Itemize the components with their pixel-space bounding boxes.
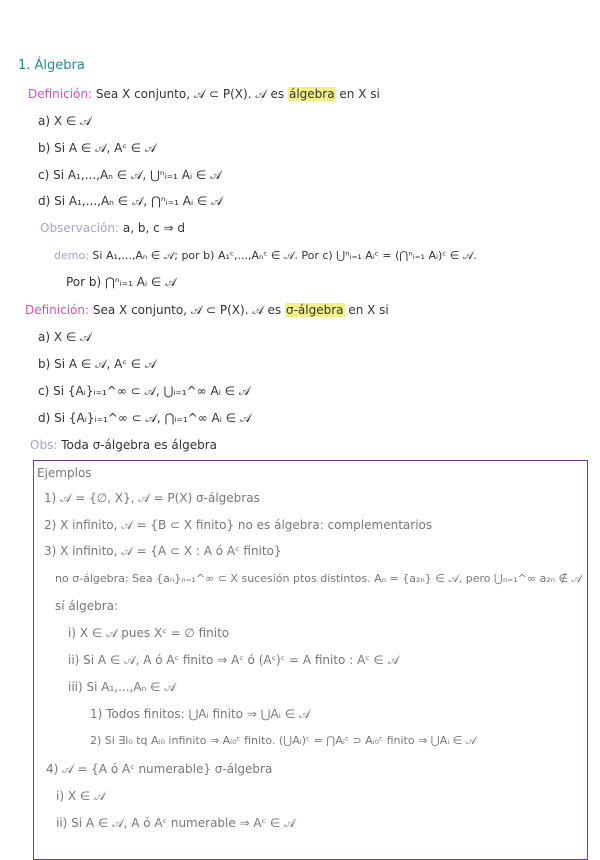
example-1: 1) 𝒜 = {∅, X}, 𝒜 = P(X) σ-álgebras — [44, 491, 260, 505]
example-4-ii: ii) Si A ∈ 𝒜, A ó Aᶜ numerable ⇒ Aᶜ ∈ 𝒜 — [56, 816, 296, 830]
observation-text: Toda σ-álgebra es álgebra — [61, 438, 217, 452]
examples-title: Ejemplos — [37, 466, 92, 480]
def2-item-d: d) Si {Aᵢ}ᵢ₌₁^∞ ⊂ 𝒜, ⋂ᵢ₌₁^∞ Aᵢ ∈ 𝒜 — [38, 411, 252, 425]
example-4-i: i) X ∈ 𝒜 — [56, 789, 106, 803]
observation-label: Observación: — [40, 221, 120, 235]
example-3-not-sigma: no σ-álgebra: Sea {aₙ}ₙ₌₁^∞ ⊂ X sucesión ptos distintos. Aₙ = {a₂ₙ} ∈ 𝒜, pero ⋃ₙ₌₁^∞ a₂ₙ ∉ 𝒜 — [55, 572, 582, 585]
definition-label: Definición: — [28, 87, 93, 101]
def2-item-a: a) X ∈ 𝒜 — [38, 330, 92, 344]
observation-label: Obs: — [30, 438, 58, 452]
definition-text: Sea X conjunto, 𝒜 ⊂ P(X). 𝒜 es — [95, 87, 285, 101]
section-title: 1. Álgebra — [18, 58, 85, 73]
definition-text: Sea X conjunto, 𝒜 ⊂ P(X). 𝒜 es — [92, 303, 282, 317]
definition-label: Definición: — [25, 303, 90, 317]
example-3-i: i) X ∈ 𝒜 pues Xᶜ = ∅ finito — [68, 626, 230, 640]
definition-sigma-algebra — [25, 302, 389, 318]
observation-2 — [30, 437, 217, 453]
example-3: 3) X infinito, 𝒜 = {A ⊂ X : A ó Aᶜ finito} — [44, 544, 282, 558]
demo-label: demo: — [54, 249, 89, 262]
highlighted-term: álgebra — [288, 87, 335, 101]
example-3-ii: ii) Si A ∈ 𝒜, A ó Aᶜ finito ⇒ Aᶜ ó (Aᶜ)ᶜ = A finito : Aᶜ ∈ 𝒜 — [68, 653, 400, 667]
def1-item-d: d) Si A₁,...,Aₙ ∈ 𝒜, ⋂ⁿᵢ₌₁ Aᵢ ∈ 𝒜 — [38, 194, 223, 208]
def1-item-a: a) X ∈ 𝒜 — [38, 114, 92, 128]
definition-text-end: en X si — [348, 303, 389, 317]
example-3-iii: iii) Si A₁,...,Aₙ ∈ 𝒜 — [68, 680, 176, 694]
def2-item-c: c) Si {Aᵢ}ᵢ₌₁^∞ ⊂ 𝒜, ⋃ᵢ₌₁^∞ Aᵢ ∈ 𝒜 — [38, 384, 251, 398]
example-4: 4) 𝒜 = {A ó Aᶜ numerable} σ-álgebra — [46, 762, 273, 776]
observation — [40, 220, 185, 236]
demo — [54, 248, 477, 264]
example-3-iii-1: 1) Todos finitos: ⋃Aᵢ finito ⇒ ⋃Aᵢ ∈ 𝒜 — [90, 707, 311, 721]
definition-algebra — [28, 86, 380, 102]
example-2: 2) X infinito, 𝒜 = {B ⊂ X finito} no es álgebra: complementarios — [44, 518, 433, 532]
example-3-iii-2: 2) Si ∃i₀ tq Aᵢ₀ infinito ⇒ Aᵢ₀ᶜ finito. (⋃Aᵢ)ᶜ = ⋂Aᵢᶜ ⊃ Aᵢ₀ᶜ finito ⇒ ⋃Aᵢ ∈ 𝒜 — [90, 734, 477, 747]
def1-item-c: c) Si A₁,...,Aₙ ∈ 𝒜, ⋃ⁿᵢ₌₁ Aᵢ ∈ 𝒜 — [38, 168, 222, 182]
demo-text-2: Por b) ⋂ⁿᵢ₌₁ Aᵢ ∈ 𝒜 — [66, 275, 177, 289]
observation-text: a, b, c ⇒ d — [122, 221, 185, 235]
highlighted-term: σ-álgebra — [285, 303, 344, 317]
definition-text-end: en X si — [339, 87, 380, 101]
example-3-is-algebra: sí álgebra: — [55, 599, 119, 613]
def2-item-b: b) Si A ∈ 𝒜, Aᶜ ∈ 𝒜 — [38, 357, 157, 371]
demo-text: Si A₁,...,Aₙ ∈ 𝒜; por b) A₁ᶜ,...,Aₙᶜ ∈ 𝒜. Por c) ⋃ⁿᵢ₌₁ Aᵢᶜ = (⋂ⁿᵢ₌₁ Aᵢ)ᶜ ∈ 𝒜. — [92, 249, 477, 262]
def1-item-b: b) Si A ∈ 𝒜, Aᶜ ∈ 𝒜 — [38, 141, 157, 155]
